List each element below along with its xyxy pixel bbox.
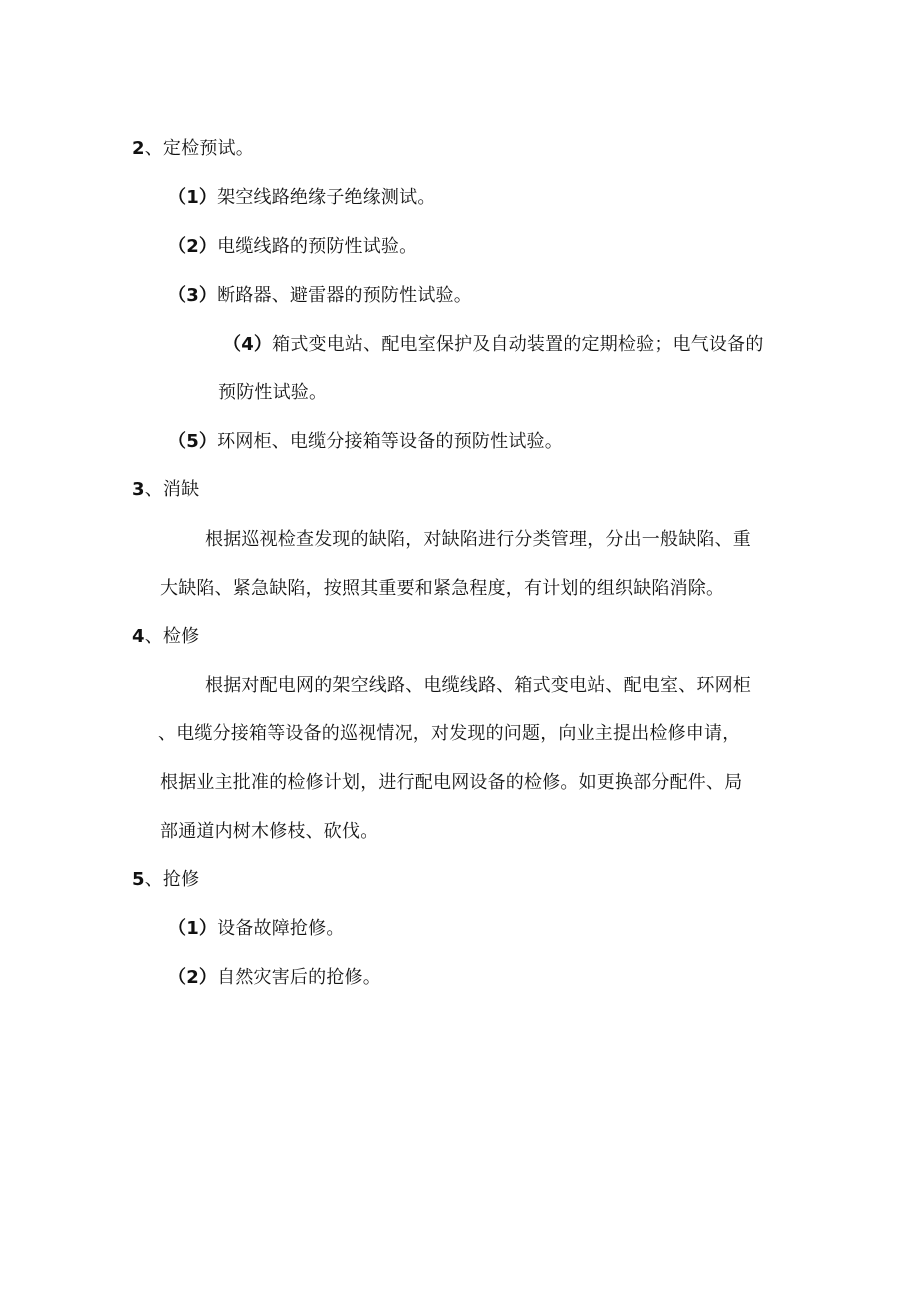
- paragraph-line: 、电缆分接箱等设备的巡视情况，对发现的问题，向业主提出检修申请，: [158, 723, 741, 744]
- list-item: [168, 917, 345, 941]
- list-item: [168, 430, 563, 454]
- item-text: 箱式变电站、配电室保护及自动装置的定期检验；电气设备的: [272, 334, 764, 355]
- item-text: 设备故障抢修。: [217, 918, 345, 939]
- section-number: 5: [132, 869, 145, 890]
- section-5-heading: [132, 868, 199, 892]
- item-number: （3）: [168, 285, 218, 306]
- paragraph-line: 根据业主批准的检修计划，进行配电网设备的检修。如更换部分配件、局: [160, 772, 743, 793]
- section-title: 、定检预试。: [144, 138, 254, 159]
- item-text: 环网柜、电缆分接箱等设备的预防性试验。: [217, 431, 563, 452]
- paragraph-line: 根据对配电网的架空线路、电缆线路、箱式变电站、配电室、环网柜: [205, 675, 751, 696]
- section-title: 、消缺: [144, 479, 200, 500]
- section-2-heading: [132, 137, 254, 161]
- item-number: （5）: [168, 431, 218, 452]
- section-title: 、抢修: [144, 869, 200, 890]
- list-item: [168, 284, 472, 308]
- section-number: 2: [132, 138, 145, 159]
- section-number: 4: [132, 626, 145, 647]
- item-number: （4）: [223, 334, 273, 355]
- list-item: [168, 966, 381, 990]
- section-3-heading: [132, 478, 199, 502]
- item-text: 断路器、避雷器的预防性试验。: [217, 285, 472, 306]
- paragraph-line: 根据巡视检查发现的缺陷，对缺陷进行分类管理，分出一般缺陷、重: [205, 529, 751, 550]
- list-item: [168, 186, 436, 210]
- item-number: （1）: [168, 187, 218, 208]
- paragraph-line: 部通道内树木修枝、砍伐。: [160, 821, 379, 842]
- item-number: （1）: [168, 918, 218, 939]
- item-text: 架空线路绝缘子绝缘测试。: [217, 187, 436, 208]
- paragraph-line: 大缺陷、紧急缺陷，按照其重要和紧急程度，有计划的组织缺陷消除。: [160, 578, 725, 599]
- list-item: [223, 333, 764, 357]
- item-number: （2）: [168, 236, 218, 257]
- item-text: 自然灾害后的抢修。: [217, 967, 381, 988]
- item-number: （2）: [168, 967, 218, 988]
- item-text: 电缆线路的预防性试验。: [217, 236, 418, 257]
- section-number: 3: [132, 479, 145, 500]
- section-4-heading: [132, 625, 199, 649]
- section-title: 、检修: [144, 626, 200, 647]
- list-item: [168, 235, 417, 259]
- list-item-continuation: 预防性试验。: [218, 382, 328, 403]
